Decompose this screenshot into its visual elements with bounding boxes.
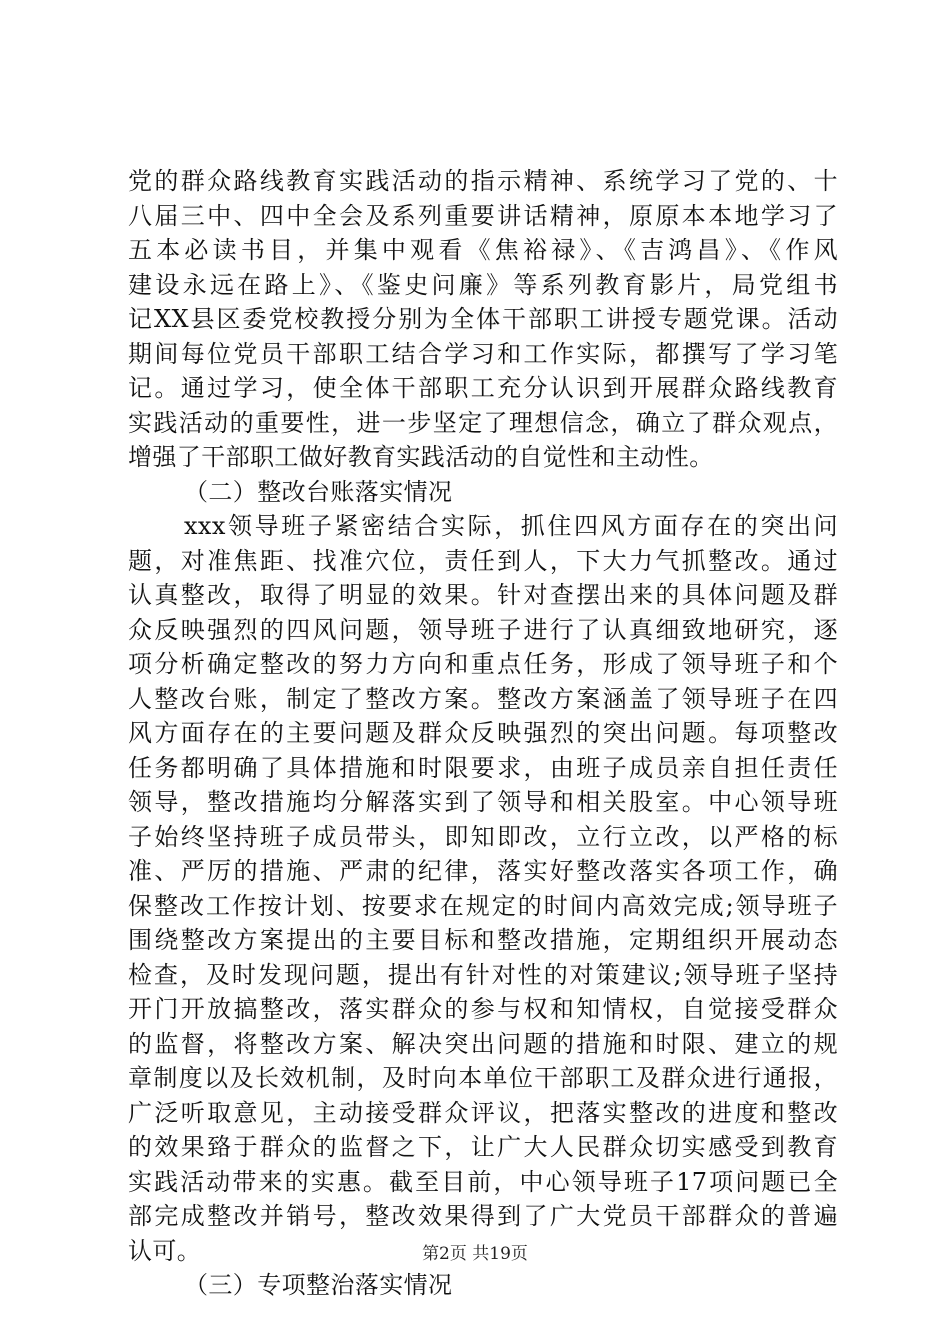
text-line: 记。通过学习，使全体干部职工充分认识到开展群众路线教育 <box>128 374 838 402</box>
text-line: 记XX县区委党校教授分别为全体干部职工讲授专题党课。活动 <box>128 305 838 333</box>
text-line: xxx领导班子紧密结合实际，抓住四风方面存在的突出问 <box>184 512 838 540</box>
text-line: 人整改台账，制定了整改方案。整改方案涵盖了领导班子在四 <box>128 684 838 713</box>
text-line: 认可。 <box>128 1236 202 1265</box>
text-line: 准、严厉的措施、严肃的纪律，落实好整改落实各项工作，确 <box>128 857 838 885</box>
text-line: 项分析确定整改的努力方向和重点任务，形成了领导班子和个 <box>128 650 838 678</box>
text-line: 保整改工作按计划、按要求在规定的时间内高效完成;领导班子 <box>128 891 838 920</box>
text-line: 实践活动的重要性，进一步坚定了理想信念，确立了群众观点， <box>128 408 838 437</box>
text-line: 八届三中、四中全会及系列重要讲话精神，原原本本地学习了 <box>128 201 838 230</box>
text-line: 增强了干部职工做好教育实践活动的自觉性和主动性。 <box>128 443 714 471</box>
section-heading: （三）专项整治落实情况 <box>184 1271 453 1299</box>
text-line: 围绕整改方案提出的主要目标和整改措施，定期组织开展动态 <box>128 926 838 954</box>
text-line: 认真整改，取得了明显的效果。针对查摆出来的具体问题及群 <box>128 581 838 609</box>
text-line: 建设永远在路上》、《鉴史问廉》等系列教育影片，局党组书 <box>128 270 838 299</box>
text-line: 章制度以及长效机制，及时向本单位干部职工及群众进行通报， <box>128 1064 838 1092</box>
text-line: 广泛听取意见，主动接受群众评议，把落实整改的进度和整改 <box>128 1098 838 1127</box>
text-line: 任务都明确了具体措施和时限要求，由班子成员亲自担任责任 <box>128 753 838 782</box>
section-heading: （二）整改台账落实情况 <box>184 477 453 506</box>
page-number-footer: 第2页 共19页 <box>422 1244 528 1264</box>
text-line: 的监督，将整改方案、解决突出问题的措施和时限、建立的规 <box>128 1029 838 1058</box>
text-line: 风方面存在的主要问题及群众反映强烈的突出问题。每项整改 <box>128 719 838 747</box>
text-line: 党的群众路线教育实践活动的指示精神、系统学习了党的、十 <box>128 167 838 195</box>
text-line: 的效果臵于群众的监督之下，让广大人民群众切实感受到教育 <box>128 1133 838 1161</box>
text-line: 部完成整改并销号，整改效果得到了广大党员干部群众的普遍 <box>128 1202 838 1230</box>
text-line: 五本必读书目，并集中观看《焦裕禄》、《吉鸿昌》、《作风 <box>128 236 838 264</box>
text-line: 开门开放搞整改，落实群众的参与权和知情权，自觉接受群众 <box>128 995 838 1023</box>
text-line: 检查，及时发现问题，提出有针对性的对策建议;领导班子坚持 <box>128 960 838 989</box>
text-line: 题，对准焦距、找准穴位，责任到人，下大力气抓整改。通过 <box>128 546 838 575</box>
text-line: 领导，整改措施均分解落实到了领导和相关股室。中心领导班 <box>128 788 838 816</box>
text-line: 众反映强烈的四风问题，领导班子进行了认真细致地研究，逐 <box>128 615 838 644</box>
document-body <box>128 164 838 1303</box>
text-line: 期间每位党员干部职工结合学习和工作实际，都撰写了学习笔 <box>128 339 838 368</box>
text-line: 子始终坚持班子成员带头，即知即改，立行立改，以严格的标 <box>128 822 838 851</box>
text-line: 实践活动带来的实惠。截至目前，中心领导班子17项问题已全 <box>128 1167 838 1196</box>
